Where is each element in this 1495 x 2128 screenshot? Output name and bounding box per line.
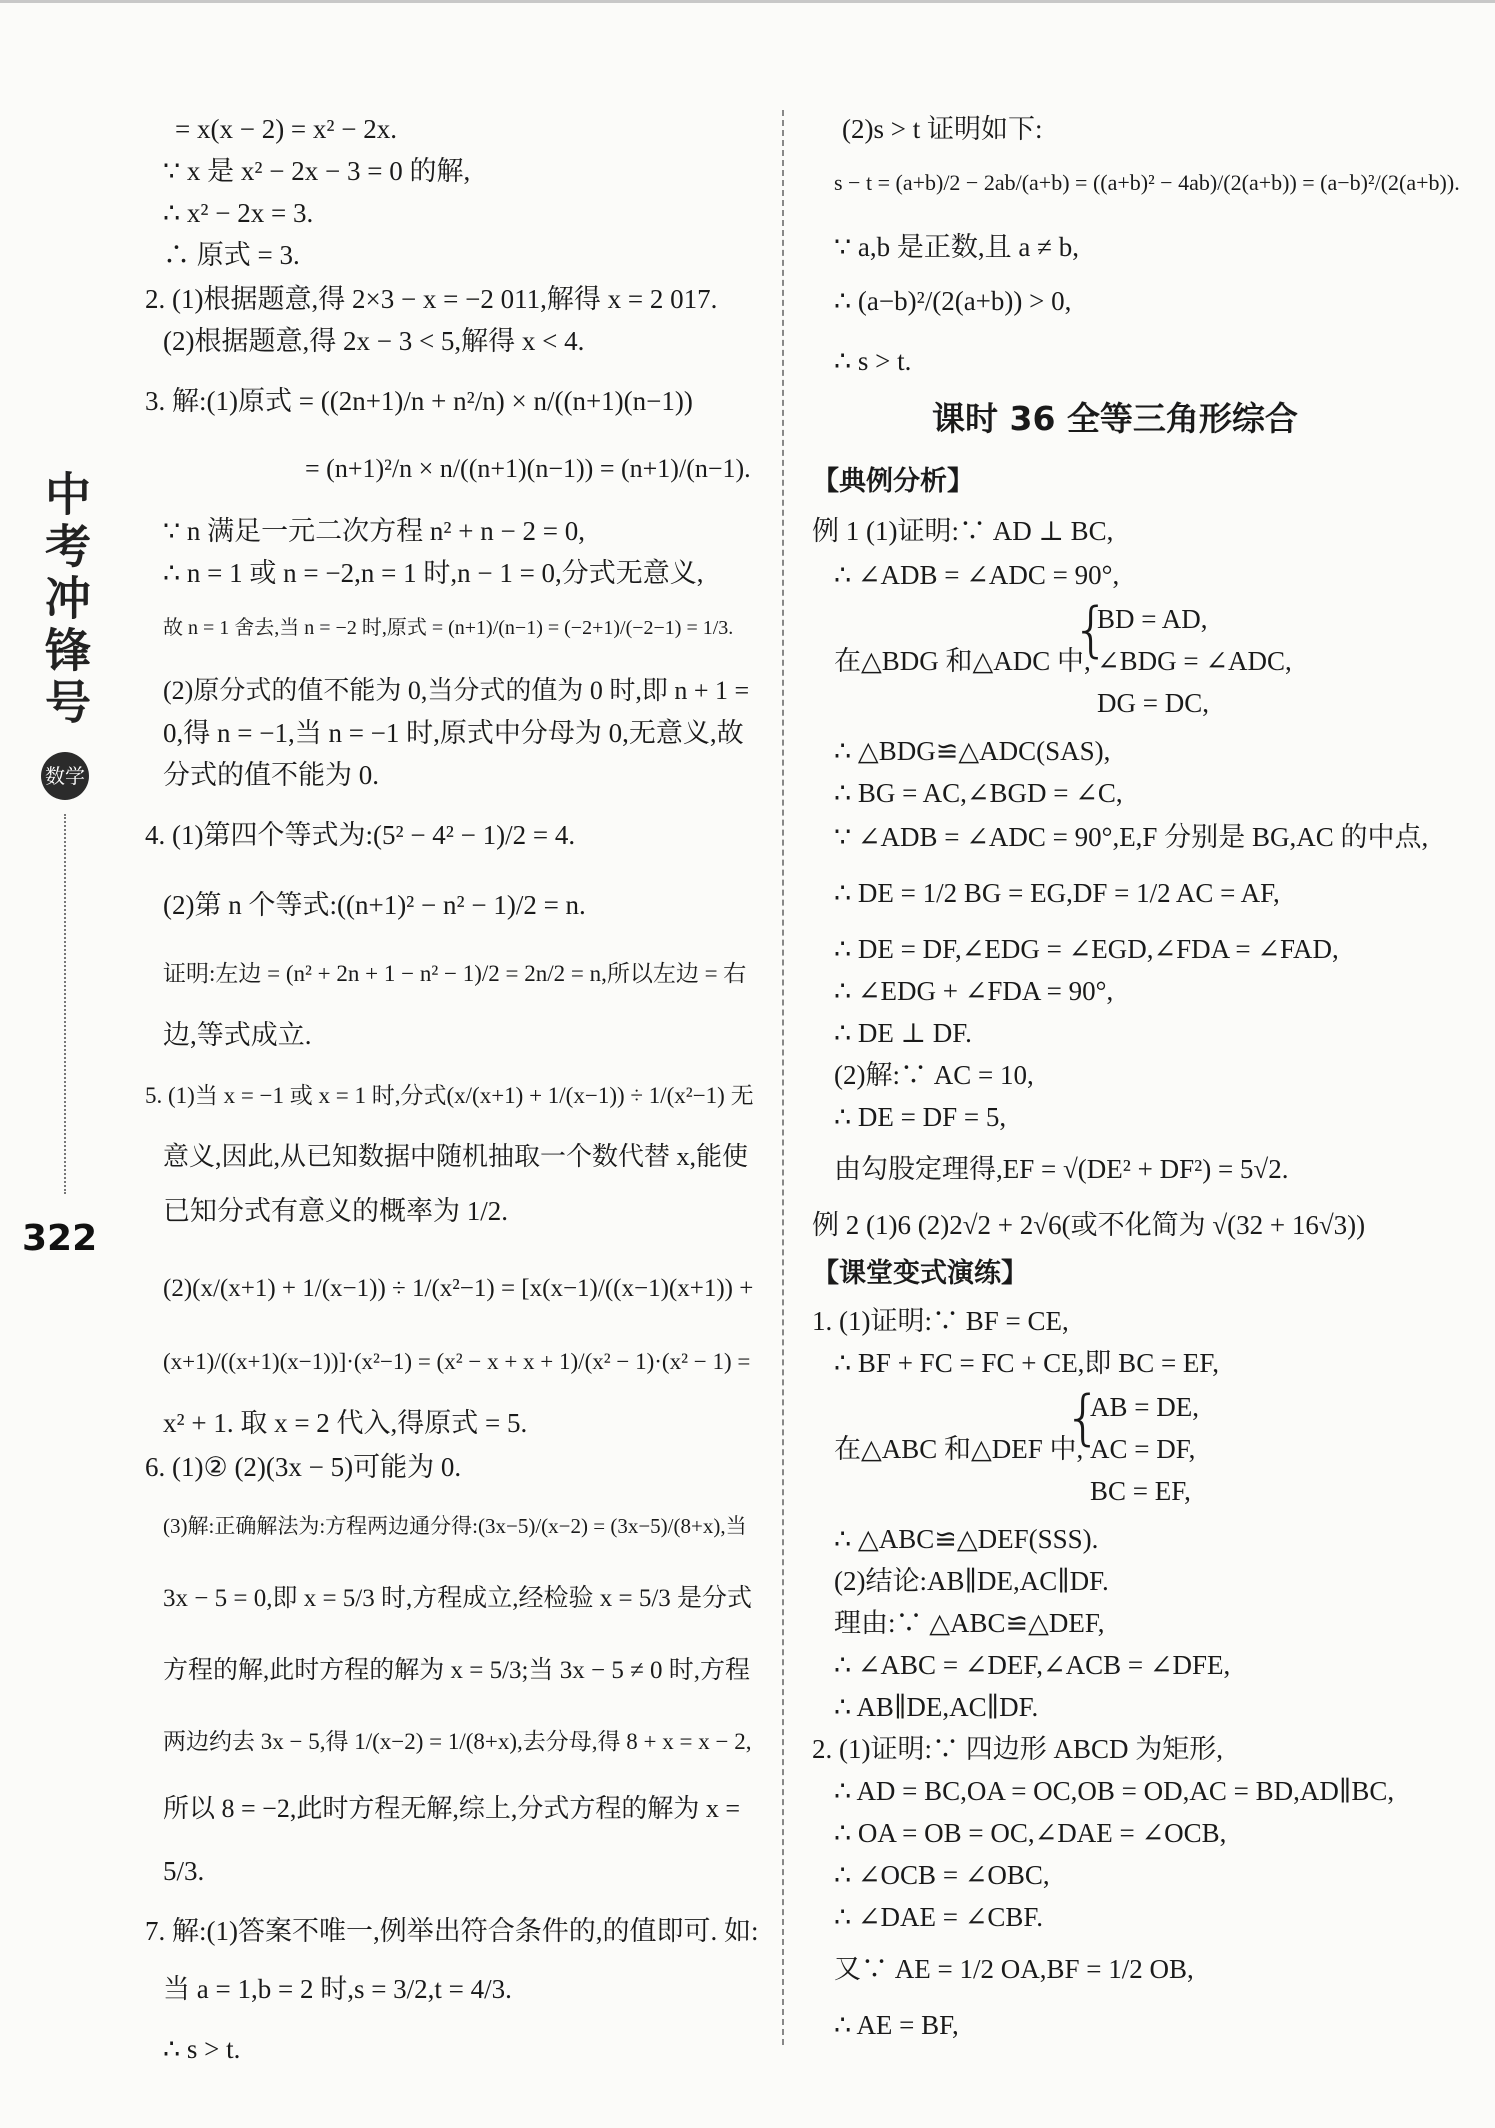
top-rule: [0, 0, 1495, 3]
text-line: ∴ s > t.: [163, 2034, 241, 2064]
text-line: 已知分式有意义的概率为 1/2.: [163, 1196, 509, 1226]
text-line: ∴ AE = BF,: [834, 2010, 959, 2040]
system-line: BC = EF,: [1090, 1476, 1191, 1506]
text-line: (2)结论:AB∥DE,AC∥DF.: [834, 1566, 1109, 1596]
section-heading: 【课堂变式演练】: [812, 1258, 1028, 1289]
text-line: 理由:∵ △ABC≌△DEF,: [834, 1608, 1105, 1638]
text-line: ∵ ∠ADB = ∠ADC = 90°,E,F 分别是 BG,AC 的中点,: [834, 822, 1429, 852]
text-line: (2)根据题意,得 2x − 3 < 5,解得 x < 4.: [163, 326, 585, 356]
text-line: 在△ABC 和△DEF 中,: [834, 1434, 1084, 1464]
text-line: 5. (1)当 x = −1 或 x = 1 时,分式(x/(x+1) + 1/(x−1)) ÷ 1/(x²−1) 无: [145, 1083, 754, 1108]
text-line: ∴ BG = AC,∠BGD = ∠C,: [834, 778, 1123, 808]
text-line: 4. (1)第四个等式为:(5² − 4² − 1)/2 = 4.: [145, 820, 576, 850]
text-line: 在△BDG 和△ADC 中,: [834, 646, 1091, 676]
text-line: 由勾股定理得,EF = √(DE² + DF²) = 5√2.: [834, 1154, 1289, 1184]
text-line: 5/3.: [163, 1856, 205, 1886]
text-line: (x+1)/((x+1)(x−1))]·(x²−1) = (x² − x + x + 1)/(x² − 1)·(x² − 1) =: [163, 1349, 751, 1374]
text-line: (2)(x/(x+1) + 1/(x−1)) ÷ 1/(x²−1) = [x(x−1)/((x−1)(x+1)) +: [163, 1275, 754, 1302]
text-line: ∴ DE = DF = 5,: [834, 1102, 1007, 1132]
text-line: 2. (1)证明:∵ 四边形 ABCD 为矩形,: [812, 1734, 1223, 1764]
text-line: ∴ x² − 2x = 3.: [163, 198, 314, 228]
system-line: DG = DC,: [1097, 688, 1209, 718]
text-line: x² + 1. 取 x = 2 代入,得原式 = 5.: [163, 1408, 528, 1438]
text-line: (2)原分式的值不能为 0,当分式的值为 0 时,即 n + 1 =: [163, 676, 750, 705]
brace: {: [1072, 595, 1111, 665]
text-line: 3. 解:(1)原式 = ((2n+1)/n + n²/n) × n/((n+1)(n−1)): [145, 386, 693, 416]
book-title: 中考冲锋号: [38, 470, 92, 730]
system-line: AC = DF,: [1090, 1434, 1196, 1464]
text-line: ∴ 原式 = 3.: [163, 240, 300, 270]
text-line: 故 n = 1 舍去,当 n = −2 时,原式 = (n+1)/(n−1) = (−2+1)/(−2−1) = 1/3.: [163, 617, 734, 639]
text-line: (2)第 n 个等式:((n+1)² − n² − 1)/2 = n.: [163, 890, 586, 920]
column-divider: [782, 110, 784, 2045]
text-line: ∴ ∠ADB = ∠ADC = 90°,: [834, 560, 1120, 590]
text-line: ∴ △ABC≌△DEF(SSS).: [834, 1524, 1099, 1554]
text-line: 证明:左边 = (n² + 2n + 1 − n² − 1)/2 = 2n/2 = n,所以左边 = 右: [163, 961, 747, 986]
text-line: ∴ AD = BC,OA = OC,OB = OD,AC = BD,AD∥BC,: [834, 1776, 1395, 1806]
system-line: BD = AD,: [1097, 604, 1208, 634]
text-line: ∴ ∠OCB = ∠OBC,: [834, 1860, 1050, 1890]
text-line: ∴ DE = DF,∠EDG = ∠EGD,∠FDA = ∠FAD,: [834, 934, 1339, 964]
page-number: 322: [22, 1218, 98, 1259]
text-line: ∴ ∠DAE = ∠CBF.: [834, 1902, 1044, 1932]
text-line: 7. 解:(1)答案不唯一,例举出符合条件的,的值即可. 如:: [145, 1916, 759, 1946]
text-line: ∵ n 满足一元二次方程 n² + n − 2 = 0,: [163, 516, 585, 546]
text-line: = x(x − 2) = x² − 2x.: [175, 114, 397, 144]
text-line: ∴ s > t.: [834, 346, 912, 376]
text-line: 3x − 5 = 0,即 x = 5/3 时,方程成立,经检验 x = 5/3 是分式: [163, 1585, 753, 1612]
text-line: ∴ (a−b)²/(2(a+b)) > 0,: [834, 286, 1072, 316]
text-line: ∴ ∠EDG + ∠FDA = 90°,: [834, 976, 1114, 1006]
text-line: 0,得 n = −1,当 n = −1 时,原式中分母为 0,无意义,故: [163, 718, 744, 748]
sidebar: [30, 470, 100, 1194]
text-line: ∴ n = 1 或 n = −2,n = 1 时,n − 1 = 0,分式无意义,: [163, 558, 704, 588]
text-line: s − t = (a+b)/2 − 2ab/(a+b) = ((a+b)² − 4ab)/(2(a+b)) = (a−b)²/(2(a+b)).: [834, 170, 1460, 195]
system-line: AB = DE,: [1090, 1392, 1199, 1422]
text-line: 1. (1)证明:∵ BF = CE,: [812, 1306, 1069, 1336]
text-line: 又∵ AE = 1/2 OA,BF = 1/2 OB,: [834, 1954, 1194, 1984]
text-line: 当 a = 1,b = 2 时,s = 3/2,t = 4/3.: [163, 1974, 512, 2004]
text-line: 6. (1)② (2)(3x − 5)可能为 0.: [145, 1452, 462, 1482]
text-line: ∴ DE = 1/2 BG = EG,DF = 1/2 AC = AF,: [834, 878, 1280, 908]
text-line: ∴ OA = OB = OC,∠DAE = ∠OCB,: [834, 1818, 1227, 1848]
text-line: = (n+1)²/n × n/((n+1)(n−1)) = (n+1)/(n−1).: [305, 454, 751, 483]
text-line: ∵ x 是 x² − 2x − 3 = 0 的解,: [163, 156, 471, 186]
system-line: ∠BDG = ∠ADC,: [1097, 646, 1292, 676]
text-line: (3)解:正确解法为:方程两边通分得:(3x−5)/(x−2) = (3x−5)/(8+x),当: [163, 1514, 747, 1538]
text-line: (2)s > t 证明如下:: [842, 114, 1043, 144]
text-line: 分式的值不能为 0.: [163, 760, 379, 790]
text-line: 所以 8 = −2,此时方程无解,综上,分式方程的解为 x =: [163, 1794, 740, 1823]
text-line: 意义,因此,从已知数据中随机抽取一个数代替 x,能使: [163, 1142, 749, 1171]
section-heading: 【典例分析】: [812, 466, 974, 497]
text-line: 边,等式成立.: [163, 1020, 312, 1050]
brace: {: [1064, 1383, 1103, 1453]
text-line: ∴ △BDG≌△ADC(SAS),: [834, 736, 1111, 766]
text-line: ∴ DE ⊥ DF.: [834, 1018, 972, 1048]
subject-badge: 数学: [41, 752, 89, 800]
text-line: ∴ BF + FC = FC + CE,即 BC = EF,: [834, 1348, 1220, 1378]
text-line: ∴ AB∥DE,AC∥DF.: [834, 1692, 1039, 1722]
text-line: 两边约去 3x − 5,得 1/(x−2) = 1/(8+x),去分母,得 8 + x = x − 2,: [163, 1729, 752, 1754]
text-line: 例 2 (1)6 (2)2√2 + 2√6(或不化简为 √(32 + 16√3)): [812, 1210, 1366, 1240]
text-line: (2)解:∵ AC = 10,: [834, 1060, 1034, 1090]
sidebar-dotted-line: [64, 814, 66, 1194]
text-line: ∵ a,b 是正数,且 a ≠ b,: [834, 232, 1079, 262]
lesson-title: 课时 36 全等三角形综合: [932, 399, 1298, 438]
text-line: 2. (1)根据题意,得 2×3 − x = −2 011,解得 x = 2 017.: [145, 284, 718, 314]
text-line: 例 1 (1)证明:∵ AD ⊥ BC,: [812, 516, 1114, 546]
text-line: 方程的解,此时方程的解为 x = 5/3;当 3x − 5 ≠ 0 时,方程: [163, 1657, 751, 1684]
text-line: ∴ ∠ABC = ∠DEF,∠ACB = ∠DFE,: [834, 1650, 1231, 1680]
